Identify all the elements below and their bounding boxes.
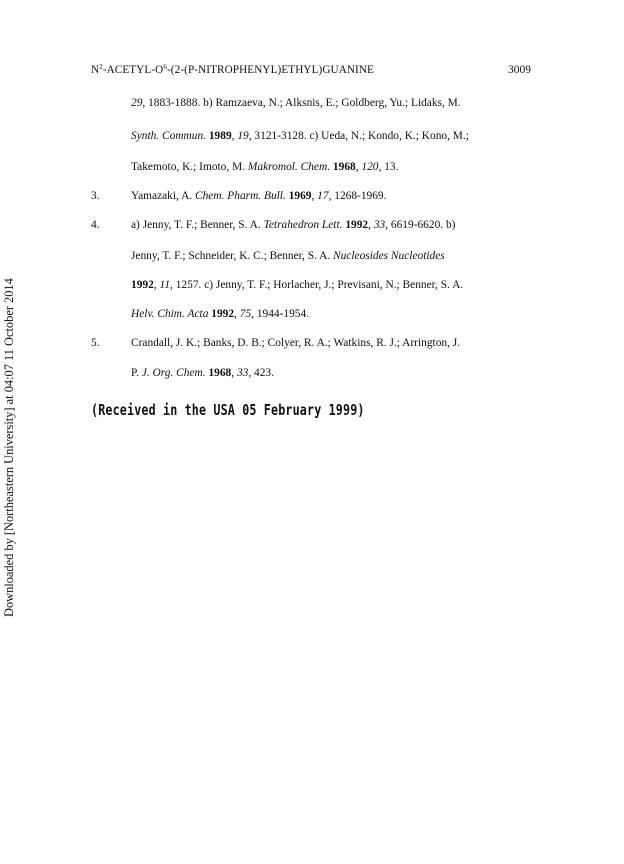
- reference-text-segment: 33: [373, 219, 386, 231]
- reference-line: [131, 189, 386, 203]
- reference-text-segment: 120: [361, 161, 379, 173]
- reference-text-segment: Chem. Pharm. Bull.: [195, 190, 286, 202]
- reference-number: 3.: [91, 190, 100, 202]
- reference-text-segment: ,: [311, 190, 318, 202]
- reference-text-segment: Tetrahedron Lett.: [263, 219, 343, 231]
- reference-line: [131, 249, 445, 263]
- reference-text-segment: 1992: [131, 279, 154, 291]
- reference-text-segment: 11: [159, 279, 171, 291]
- reference-line: [131, 278, 463, 292]
- reference-text-segment: 1992: [345, 219, 369, 231]
- reference-text-segment: Synth. Commun.: [131, 130, 206, 142]
- reference-text-segment: 1968: [332, 161, 356, 173]
- reference-text-segment: 1989: [208, 130, 232, 142]
- reference-text-segment: 33: [236, 367, 249, 379]
- reference-text-segment: ,: [355, 161, 362, 173]
- reference-text-segment: , 1268-1969.: [328, 190, 387, 202]
- reference-line: [131, 129, 469, 143]
- running-title: $N^2-ACETYL-O^6-(2-(P-NITROPHENYL)ETHYL)GUANINE$: [91, 63, 374, 76]
- reference-line: [131, 307, 309, 321]
- reference-text-segment: 29: [131, 97, 143, 109]
- reference-text-segment: ,: [231, 367, 237, 379]
- reference-text-segment: Takemoto, K.; Imoto, M.: [131, 161, 248, 173]
- reference-text-segment: , 13.: [378, 161, 399, 173]
- reference-text-segment: P.: [131, 367, 142, 379]
- reference-text-segment: , 1883-1888. b) Ramzaeva, N.; Alksnis, E.; Goldberg, Yu.; Lidaks, M.: [142, 97, 461, 109]
- reference-text-segment: ,: [234, 308, 240, 320]
- reference-text-segment: ,: [231, 130, 238, 142]
- reference-text-segment: ,: [368, 219, 374, 231]
- reference-text-segment: 1968: [208, 367, 232, 379]
- reference-line: [131, 336, 460, 350]
- reference-text-segment: Makromol. Chem.: [247, 161, 331, 173]
- reference-text-segment: 1992: [211, 308, 235, 320]
- reference-text-segment: 17: [317, 190, 329, 202]
- reference-text-segment: Crandall, J. K.; Banks, D. B.; Colyer, R. A.; Watkins, R. J.; Arrington, J.: [131, 337, 461, 349]
- reference-line: [131, 96, 461, 110]
- page-number: 3009: [508, 64, 531, 76]
- reference-text-segment: ,: [153, 279, 160, 291]
- reference-number: 4.: [91, 219, 100, 231]
- reference-number: 5.: [91, 337, 100, 349]
- reference-text-segment: , 1944-1954.: [251, 308, 310, 320]
- reference-text-segment: , 423.: [248, 367, 274, 379]
- reference-text-segment: , 6619-6620. b): [385, 219, 456, 231]
- reference-line: [131, 160, 398, 174]
- reference-text-segment: 1969: [288, 190, 312, 202]
- reference-text-segment: , 3121-3128. c) Ueda, N.; Kondo, K.; Kono, M.;: [248, 130, 469, 142]
- reference-text-segment: J. Org. Chem.: [141, 367, 206, 379]
- reference-text-segment: Helv. Chim. Acta: [131, 308, 209, 320]
- reference-line: [131, 366, 274, 380]
- reference-text-segment: a) Jenny, T. F.; Benner, S. A.: [131, 219, 264, 231]
- reference-line: [131, 218, 455, 232]
- reference-text-segment: 75: [239, 308, 252, 320]
- download-watermark: Downloaded by [Northeastern University] at 04:07 11 October 2014: [2, 278, 16, 617]
- reference-text-segment: 19: [237, 130, 249, 142]
- reference-text-segment: Yamazaki, A.: [131, 190, 196, 202]
- received-date-note: (Received in the USA 05 February 1999): [91, 401, 365, 419]
- reference-text-segment: Jenny, T. F.; Schneider, K. C.; Benner, S. A.: [131, 250, 334, 262]
- reference-text-segment: , 1257. c) Jenny, T. F.; Horlacher, J.; Previsani, N.; Benner, S. A.: [170, 279, 464, 291]
- reference-text-segment: Nucleosides Nucleotides: [333, 250, 445, 262]
